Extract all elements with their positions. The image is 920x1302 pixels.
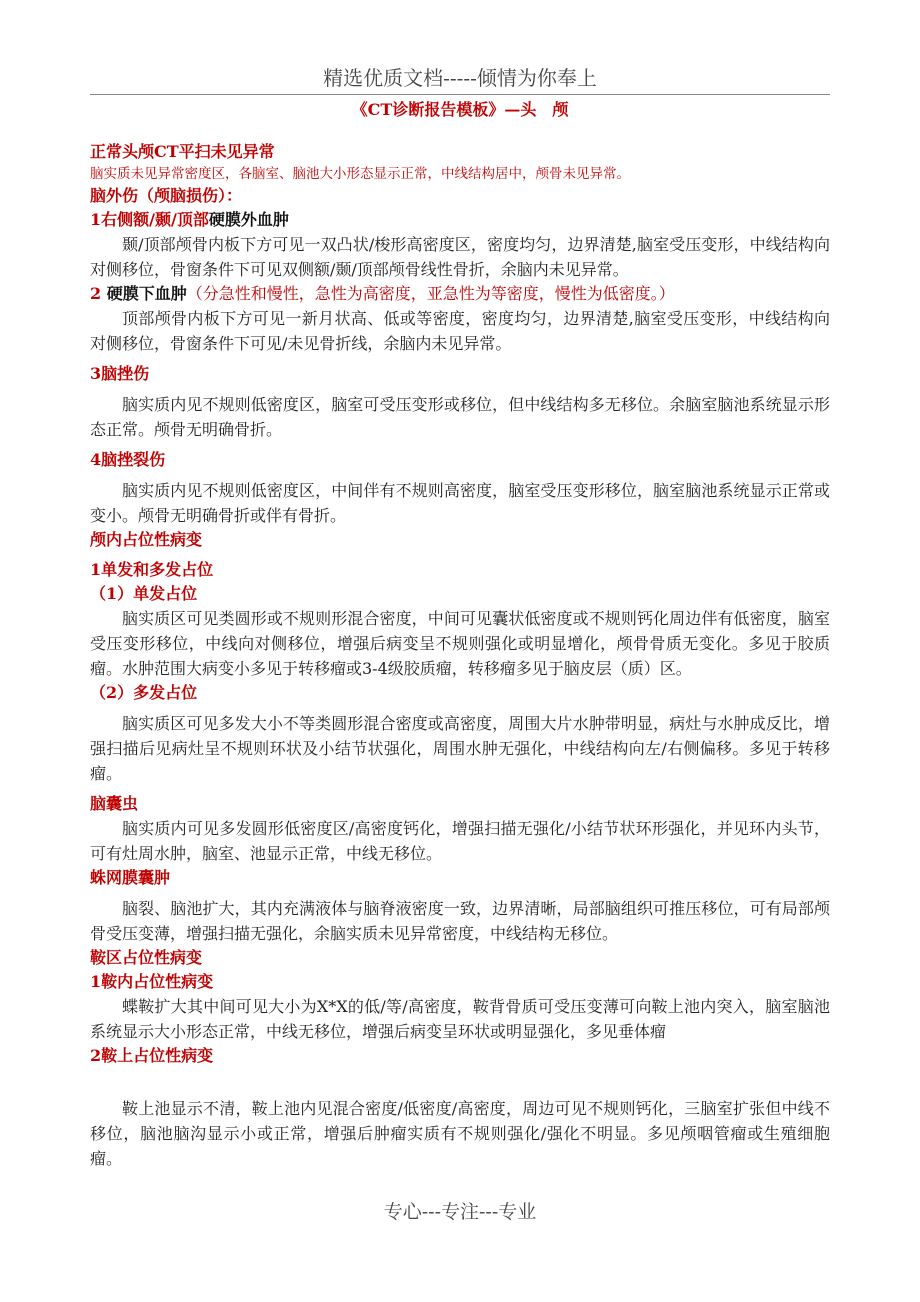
heading-subdural-term: 硬膜下血肿 [106,284,187,303]
heading-normal: 正常头颅CT平扫未见异常 [90,142,275,161]
page-footer: 专心---专注---专业 [383,1201,537,1223]
heading-intracranial: 颅内占位性病变 [90,530,203,549]
heading-subdural-number: 2 [90,284,102,303]
heading-contusion: 3脑挫伤 [90,364,150,383]
text-arachnoid: 脑裂、脑池扩大，其内充满液体与脑脊液密度一致，边界清晰，局部脑组织可推压移位，可有局部颅骨受压变薄，增强扫描无强化，余脑实质未见异常密度，中线结构无移位。 [90,899,830,943]
document-title: 《CT诊断报告模板》—头 颅 [351,100,569,119]
heading-subdural [90,282,830,306]
text-contusion: 脑实质内见不规则低密度区，脑室可受压变形或移位，但中线结构多无移位。余脑室脑池系统显示形态正常。颅骨无明确骨折。 [90,395,830,439]
heading-epidural-location: 1右侧额/颞/顶部 [90,210,209,229]
text-subdural: 顶部颅骨内板下方可见一新月状高、低或等密度，密度均匀，边界清楚,脑室受压变形，中线结构向对侧移位，骨窗条件下可见/未见骨折线，余脑内未见异常。 [90,309,830,353]
heading-arachnoid: 蛛网膜囊肿 [90,868,171,887]
text-laceration: 脑实质内见不规则低密度区，中间伴有不规则高密度，脑室受压变形移位，脑室脑池系统显示正常或变小。颅骨无明确骨折或伴有骨折。 [90,481,830,525]
heading-sellar: 鞍区占位性病变 [90,948,203,967]
header-divider [90,94,830,95]
page-header: 精选优质文档-----倾情为你奉上 [323,66,597,90]
heading-trauma: 脑外伤（颅脑损伤）： [90,186,243,205]
text-normal: 脑实质未见异常密度区，各脑室、脑池大小形态显示正常，中线结构居中，颅骨未见异常。 [90,166,630,182]
heading-cysticercosis: 脑囊虫 [90,794,139,813]
text-cysticercosis: 脑实质内可见多发圆形低密度区/高密度钙化，增强扫描无强化/小结节状环形强化，并见环内头节，可有灶周水肿，脑室、池显示正常，中线无移位。 [90,819,830,863]
heading-epidural-term: 硬膜外血肿 [208,210,289,229]
heading-single: （1）单发占位 [90,584,198,603]
text-intrasellar: 蝶鞍扩大其中间可见大小为X*X的低/等/高密度，鞍背骨质可受压变薄可向鞍上池内突入，脑室脑池系统显示大小形态正常，中线无移位，增强后病变呈环状或明显强化，多见垂体瘤 [90,997,830,1041]
text-single: 脑实质区可见类圆形或不规则形混合密度，中间可见囊状低密度或不规则钙化周边伴有低密度，脑室受压变形移位，中线向对侧移位，增强后病变呈不规则强化或明显增化，颅骨骨质无变化。多见于胶质瘤。水肿范围大病变小多见于转移瘤或3-4级胶质瘤，转移瘤多见于脑皮层（质）区。 [90,609,830,678]
heading-laceration: 4脑挫裂伤 [90,450,166,469]
heading-epidural [90,208,830,232]
heading-single-multi: 1单发和多发占位 [90,560,214,579]
heading-subdural-note: （分急性和慢性，急性为高密度，亚急性为等密度，慢性为低密度。） [186,284,675,303]
heading-multi: （2）多发占位 [90,683,198,702]
text-epidural: 颞/顶部颅骨内板下方可见一双凸状/梭形高密度区，密度均匀，边界清楚,脑室受压变形，中线结构向对侧移位，骨窗条件下可见双侧额/颞/顶部颅骨线性骨折，余脑内未见异常。 [90,235,830,279]
text-multi: 脑实质区可见多发大小不等类圆形混合密度或高密度，周围大片水肿带明显，病灶与水肿成反比，增强扫描后见病灶呈不规则环状及小结节状强化，周围水肿无强化，中线结构向左/右侧偏移。多见于转移瘤。 [90,714,830,783]
heading-suprasellar: 2鞍上占位性病变 [90,1046,214,1065]
text-suprasellar: 鞍上池显示不清，鞍上池内见混合密度/低密度/高密度，周边可见不规则钙化，三脑室扩张但中线不移位，脑池脑沟显示小或正常，增强后肿瘤实质有不规则强化/强化不明显。多见颅咽管瘤或生殖细胞瘤。 [90,1099,830,1168]
heading-intrasellar: 1鞍内占位性病变 [90,972,214,991]
document-body [90,140,830,1171]
